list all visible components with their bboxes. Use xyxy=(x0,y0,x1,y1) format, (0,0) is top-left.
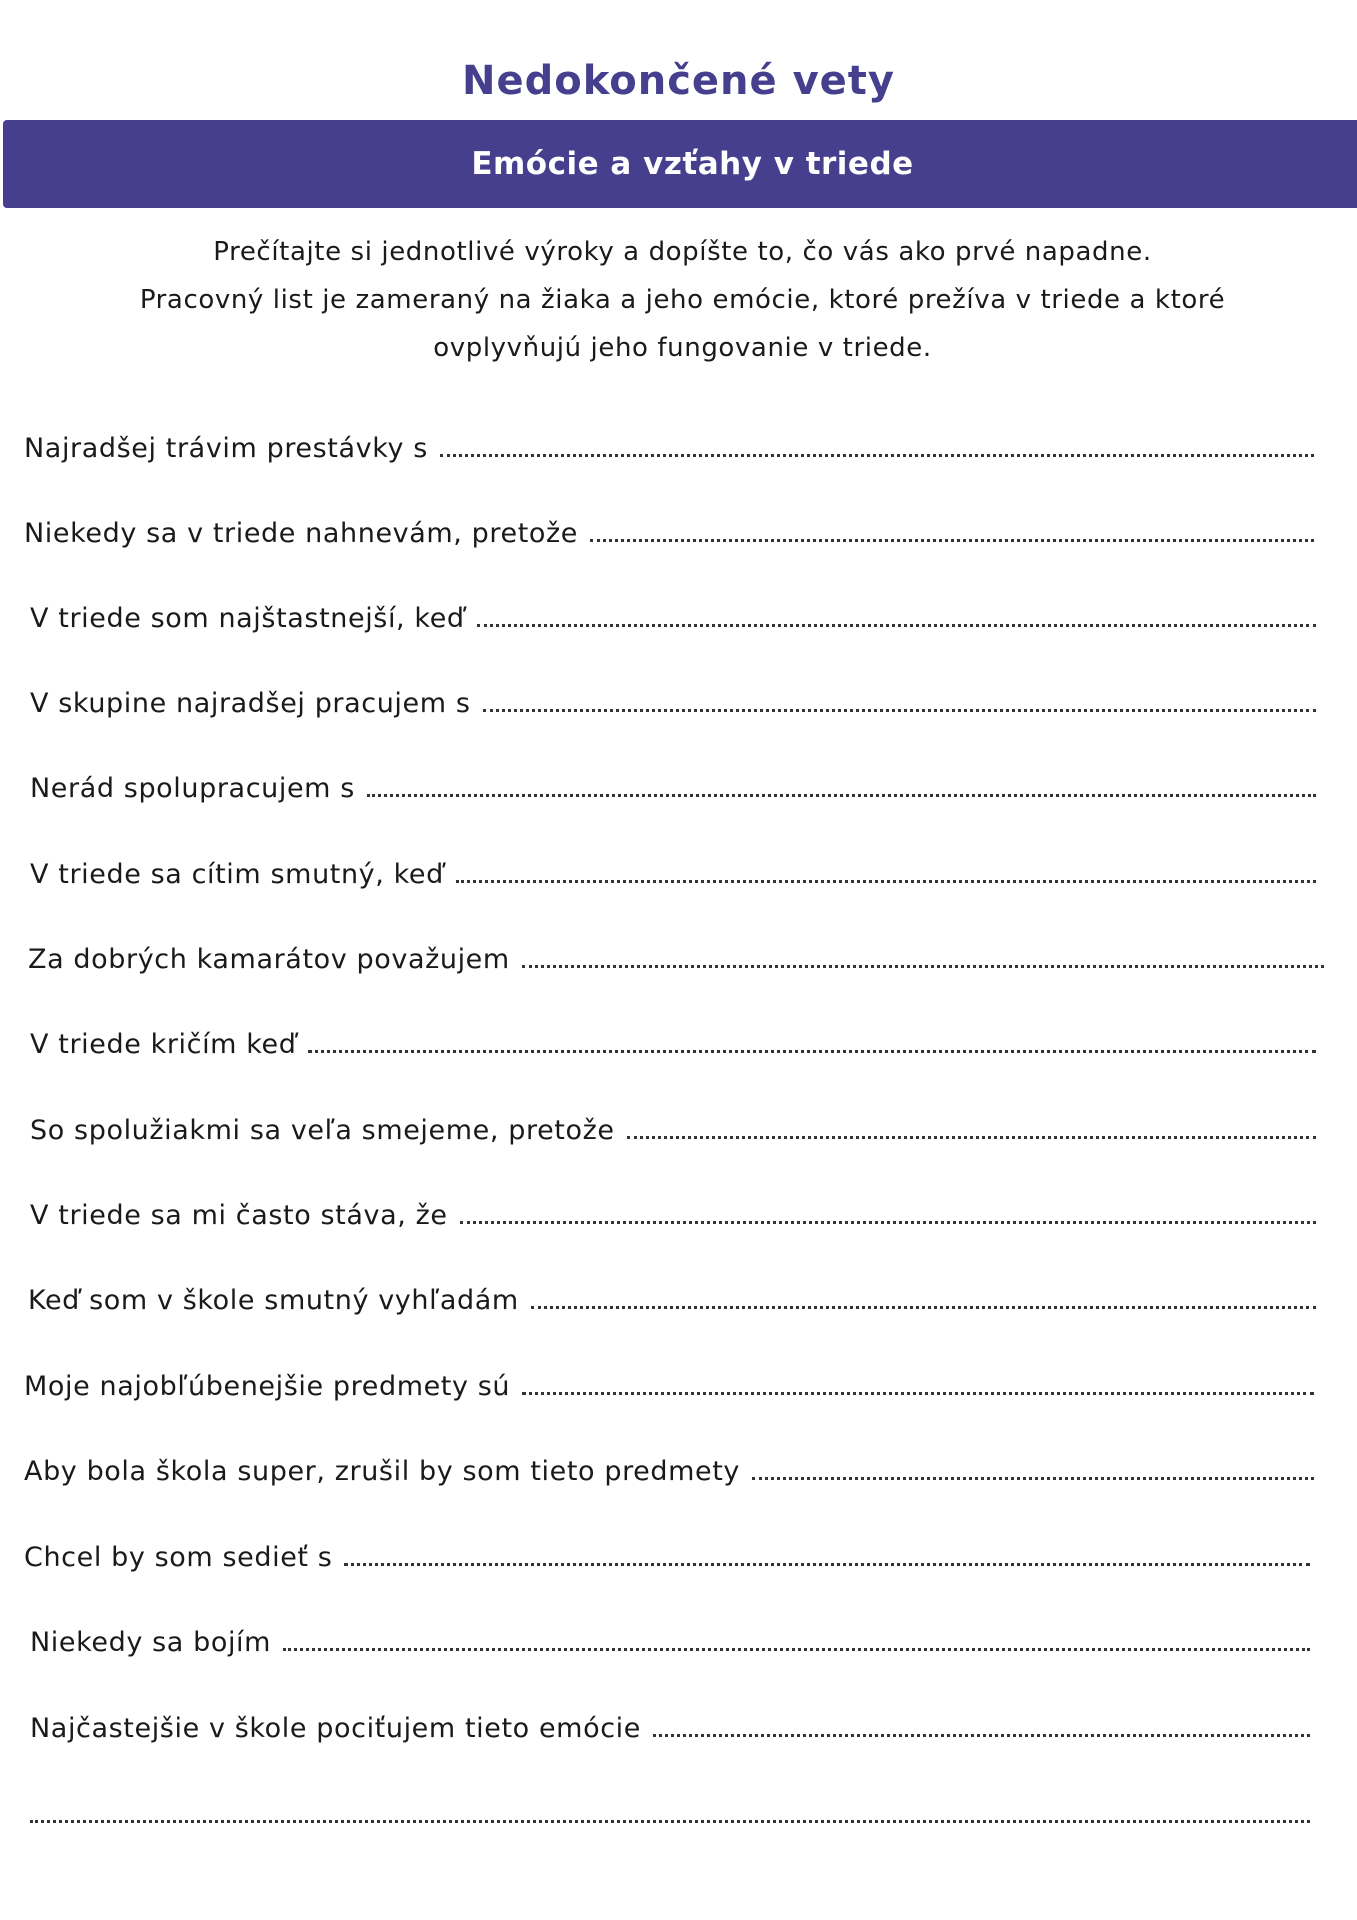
answer-blank[interactable] xyxy=(308,1050,1316,1053)
instructions-line-1: Prečítajte si jednotlivé výroky a dopíšte to, čo vás ako prvé napadne. xyxy=(213,237,1152,267)
sentence-prompt: Nerád spolupracujem s xyxy=(30,773,355,804)
sentence-row[interactable] xyxy=(30,1189,1316,1233)
answer-blank[interactable] xyxy=(460,1221,1316,1224)
answer-blank[interactable] xyxy=(367,794,1316,797)
subtitle: Emócie a vzťahy v triede xyxy=(471,146,914,182)
answer-blank[interactable] xyxy=(752,1477,1314,1480)
answer-blank[interactable] xyxy=(344,1563,1310,1566)
sentence-row[interactable] xyxy=(24,1360,1314,1404)
page-title: Nedokončené vety xyxy=(462,58,895,104)
sentence-prompt: Chcel by som sedieť s xyxy=(24,1542,333,1573)
sentence-prompt: Moje najobľúbenejšie predmety sú xyxy=(24,1371,511,1402)
instructions-line-3: ovplyvňujú jeho fungovanie v triede. xyxy=(433,333,932,363)
answer-blank[interactable] xyxy=(283,1648,1310,1651)
answer-blank[interactable] xyxy=(440,454,1314,457)
sentence-row[interactable] xyxy=(30,848,1316,892)
answer-blank[interactable] xyxy=(653,1734,1310,1737)
sentence-prompt: Aby bola škola super, zrušil by som tieto predmety xyxy=(24,1456,741,1487)
sentence-prompt: V skupine najradšej pracujem s xyxy=(30,688,471,719)
sentence-prompt: V triede som najštastnejší, keď xyxy=(30,603,465,634)
sentence-row[interactable] xyxy=(24,507,1314,551)
sentence-prompt: Niekedy sa v triede nahnevám, pretože xyxy=(24,518,579,549)
sentence-row[interactable] xyxy=(30,592,1316,636)
sentence-row[interactable] xyxy=(28,933,1324,977)
answer-blank[interactable] xyxy=(522,965,1324,968)
answer-blank[interactable] xyxy=(522,1392,1314,1395)
sentence-row[interactable] xyxy=(30,1702,1310,1746)
sentence-prompt: Najradšej trávim prestávky s xyxy=(24,433,428,464)
instructions xyxy=(40,228,1325,372)
answer-blank[interactable] xyxy=(483,709,1317,712)
sentence-row[interactable] xyxy=(24,1445,1314,1489)
sentence-prompt: V triede sa mi často stáva, že xyxy=(30,1200,448,1231)
sentence-prompt: V triede kričím keď xyxy=(30,1029,297,1060)
sentence-prompt: Niekedy sa bojím xyxy=(30,1627,272,1658)
sentence-row[interactable] xyxy=(28,1274,1316,1318)
sentence-row[interactable] xyxy=(30,1018,1316,1062)
extra-answer-row[interactable] xyxy=(30,1788,1310,1832)
answer-blank[interactable] xyxy=(477,624,1316,627)
subtitle-banner xyxy=(3,120,1357,208)
sentence-prompt: Keď som v škole smutný vyhľadám xyxy=(28,1285,519,1316)
sentence-row[interactable] xyxy=(30,677,1316,721)
sentence-prompt: V triede sa cítim smutný, keď xyxy=(30,859,444,890)
sentence-row[interactable] xyxy=(30,1616,1310,1660)
answer-blank[interactable] xyxy=(627,1136,1316,1139)
sentence-row[interactable] xyxy=(30,762,1316,806)
sentence-row[interactable] xyxy=(30,1104,1316,1148)
sentence-row[interactable] xyxy=(24,422,1314,466)
answer-blank[interactable] xyxy=(30,1820,1310,1823)
sentence-row[interactable] xyxy=(24,1531,1310,1575)
instructions-line-2: Pracovný list je zameraný na žiaka a jeho emócie, ktoré prežíva v triede a ktoré xyxy=(139,285,1226,315)
sentence-prompt: Najčastejšie v škole pociťujem tieto emócie xyxy=(30,1713,641,1744)
sentence-prompt: Za dobrých kamarátov považujem xyxy=(28,944,510,975)
answer-blank[interactable] xyxy=(590,539,1314,542)
answer-blank[interactable] xyxy=(531,1306,1316,1309)
answer-blank[interactable] xyxy=(456,880,1316,883)
sentence-prompt: So spolužiakmi sa veľa smejeme, pretože xyxy=(30,1115,615,1146)
